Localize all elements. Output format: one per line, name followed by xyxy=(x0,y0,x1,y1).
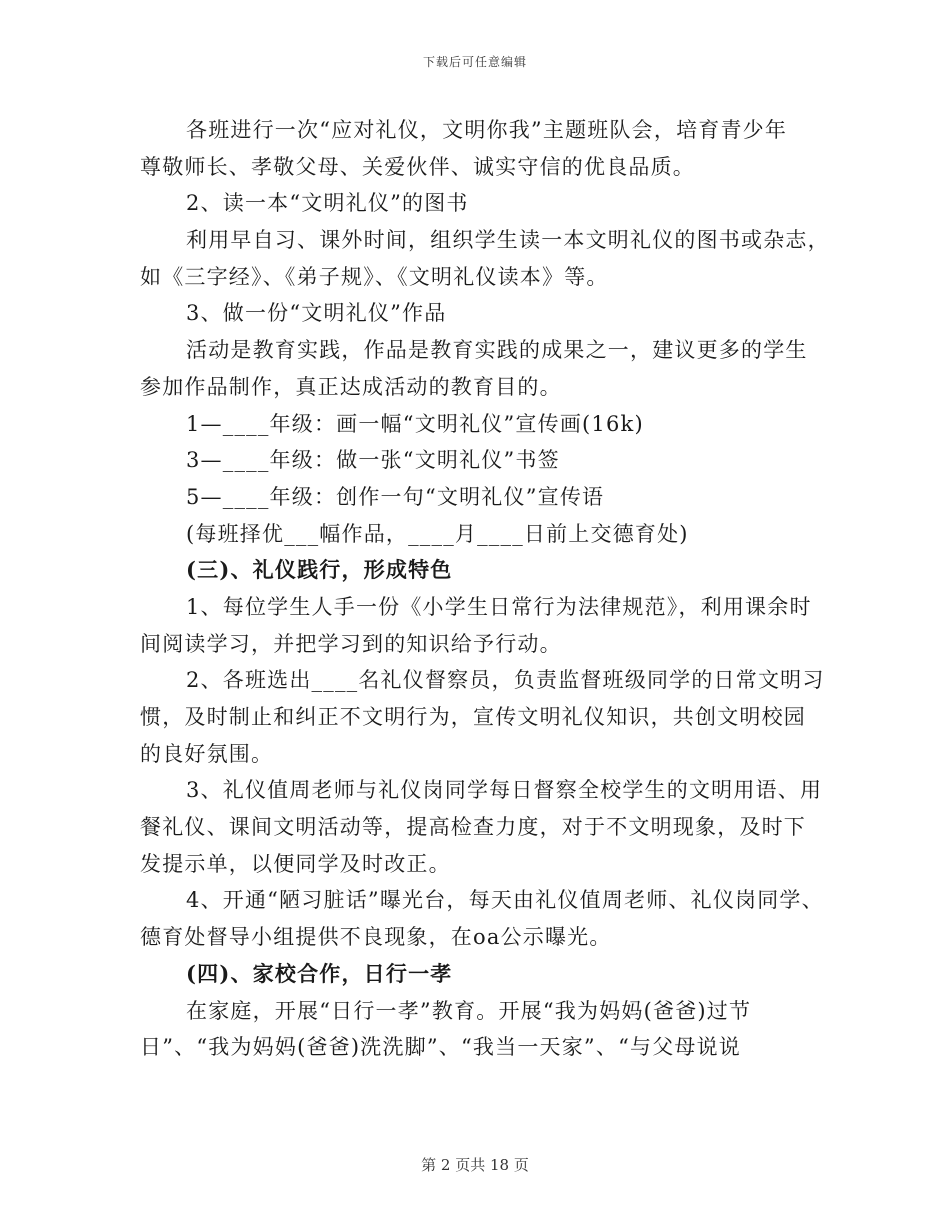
text-line: 尊敬师长、孝敬父母、关爱伙伴、诚实守信的优良品质。 xyxy=(140,154,695,179)
text-line: 发提示单，以便同学及时改正。 xyxy=(140,851,451,876)
text-line: 德育处督导小组提供不良现象，在oa公示曝光。 xyxy=(140,925,612,950)
section-heading: (三)、礼仪践行，形成特色 xyxy=(186,557,453,583)
text-line: 惯，及时制止和纠正不文明行为，宣传文明礼仪知识，共创文明校园 xyxy=(140,705,806,729)
text-line: 在家庭，开展“日行一孝”教育。开展“我为妈妈(爸爸)过节 xyxy=(186,998,752,1023)
text-line: 2、读一本“文明礼仪”的图书 xyxy=(186,191,469,216)
page-header: 下载后可任意编辑 xyxy=(422,55,527,69)
text-line: 餐礼仪、课间文明活动等，提高检查力度，对于不文明现象，及时下 xyxy=(140,815,806,840)
section-heading: (四)、家校合作，日行一孝 xyxy=(186,960,453,986)
text-line: 如《三字经》、《弟子规》、《文明礼仪读本》等。 xyxy=(140,264,609,289)
text-line: 日”、“我为妈妈(爸爸)洗洗脚”、“我当一天家”、“与父母说说 xyxy=(140,1035,741,1060)
text-line: 4、开通“陋习脏话”曝光台，每天由礼仪值周老师、礼仪岗同学、 xyxy=(186,888,824,913)
page-footer: 第 2 页共 18 页 xyxy=(421,1156,529,1174)
text-line: 3—____年级：做一张“文明礼仪”书签 xyxy=(186,448,560,473)
text-line: (每班择优___幅作品，____月____日前上交德育处) xyxy=(186,521,689,546)
text-line: 参加作品制作，真正达成活动的教育目的。 xyxy=(140,374,562,399)
text-line: 活动是教育实践，作品是教育实践的成果之一，建议更多的学生 xyxy=(186,338,808,363)
text-line: 间阅读学习，并把学习到的知识给予行动。 xyxy=(140,631,562,656)
text-line: 各班进行一次“应对礼仪，文明你我”主题班队会，培育青少年 xyxy=(186,118,788,142)
text-line: 利用早自习、课外时间，组织学生读一本文明礼仪的图书或杂志， xyxy=(186,228,830,253)
text-line: 1—____年级：画一幅“文明礼仪”宣传画(16k) xyxy=(186,411,644,436)
text-line: 2、各班选出____名礼仪督察员，负责监督班级同学的日常文明习 xyxy=(186,668,825,693)
text-line: 5—____年级：创作一句“文明礼仪”宣传语 xyxy=(186,484,605,509)
document-body xyxy=(140,112,830,1066)
text-line: 的良好氛围。 xyxy=(140,741,274,766)
text-line: 1、每位学生人手一份《小学生日常行为法律规范》，利用课余时 xyxy=(186,594,812,619)
text-line: 3、礼仪值周老师与礼仪岗同学每日督察全校学生的文明用语、用 xyxy=(186,778,823,803)
text-line: 3、做一份“文明礼仪”作品 xyxy=(186,301,447,326)
